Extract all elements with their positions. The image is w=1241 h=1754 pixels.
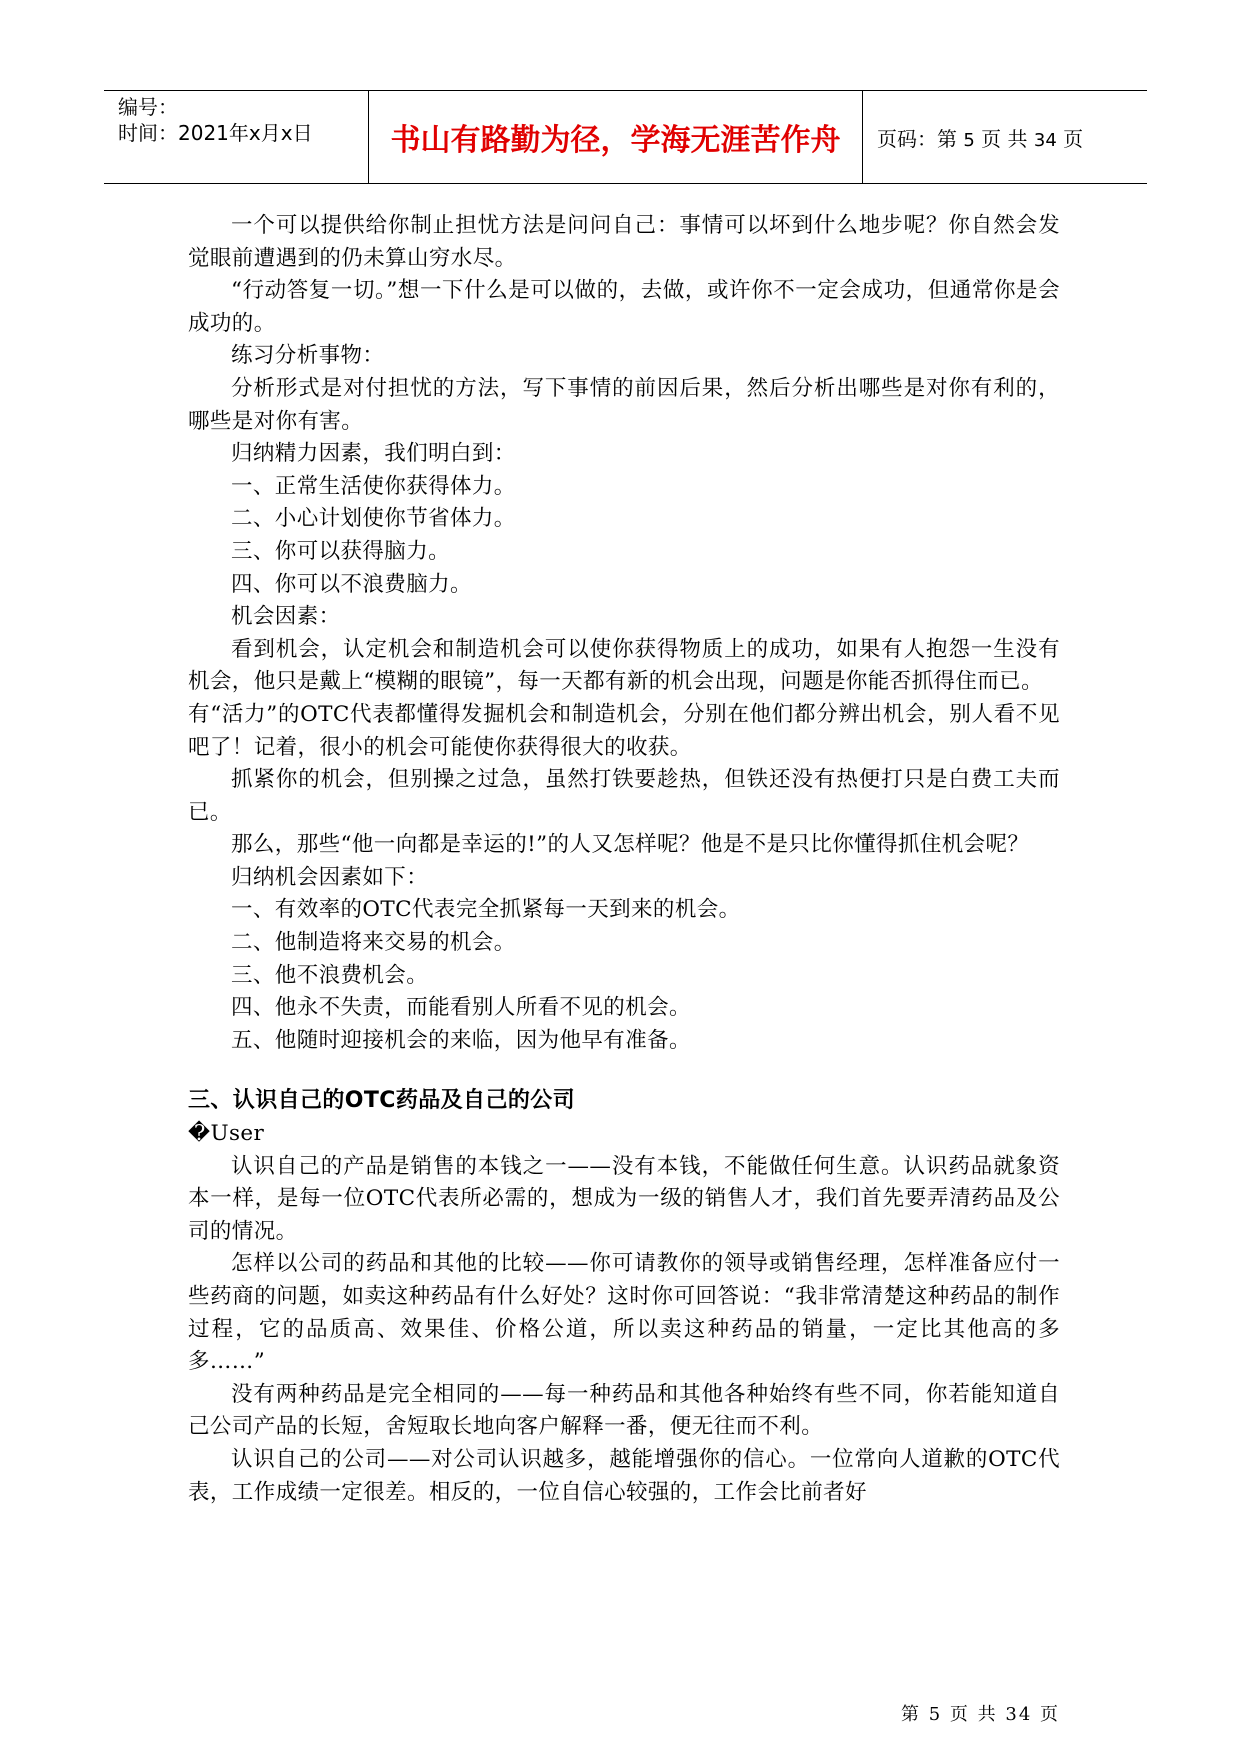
list-item: 二、他制造将来交易的机会。: [231, 930, 516, 956]
paragraph: 分析形式是对付担忧的方法，写下事情的前因后果，然后分析出哪些是对你有利的，哪些是对你有害。: [188, 375, 1060, 434]
list-item: 一、有效率的OTC代表完全抓紧每一天到来的机会。: [231, 897, 741, 923]
header-motto: 书山有路勤为径，学海无涯苦作舟: [390, 123, 841, 158]
page-suffix: 页: [1063, 126, 1084, 151]
list-item: 三、你可以获得脑力。: [231, 538, 451, 564]
paragraph: 那么，那些“他一向都是幸运的!”的人又怎样呢？他是不是只比你懂得抓住机会呢？: [231, 832, 1030, 858]
paragraph: 认识自己的公司——对公司认识越多，越能增强你的信心。一位常向人道歉的OTC代表，工作成绩一定很差。相反的，一位自信心较强的，工作会比前者好: [188, 1446, 1060, 1505]
document-body: [188, 210, 1060, 1509]
document-number-label: 编号：: [118, 95, 178, 119]
header-page-cell: [863, 91, 1147, 183]
paragraph: 归纳机会因素如下：: [231, 864, 429, 890]
document-time-label: 时间：2021年x月x日: [118, 121, 313, 145]
paragraph: �User: [188, 1121, 265, 1147]
paragraph: 认识自己的产品是销售的本钱之一——没有本钱，不能做任何生意。认识药品就象资本一样，是每一位OTC代表所必需的，想成为一级的销售人才，我们首先要弄清药品及公司的情况。: [188, 1153, 1060, 1244]
paragraph: “行动答复一切。”想一下什么是可以做的，去做，或许你不一定会成功，但通常你是会成功的。: [188, 278, 1060, 336]
paragraph: 没有两种药品是完全相同的——每一种药品和其他各种始终有些不同，你若能知道自己公司产品的长短，舍短取长地向客户解释一番，便无往而不利。: [188, 1381, 1060, 1440]
paragraph: 一个可以提供给你制止担忧方法是问问自己：事情可以坏到什么地步呢？你自然会发觉眼前遭遇到的仍未算山穷水尽。: [188, 213, 1060, 271]
header-motto-cell: [369, 91, 863, 183]
paragraph: 看到机会，认定机会和制造机会可以使你获得物质上的成功，如果有人抱怨一生没有机会，他只是戴上“模糊的眼镜”，每一天都有新的机会出现，问题是你能否抓得住而已。: [188, 636, 1060, 695]
paragraph: 机会因素：: [231, 604, 341, 630]
paragraph: 有“活力”的OTC代表都懂得发掘机会和制造机会，分别在他们都分辨出机会，别人看不见吧了！记着，很小的机会可能使你获得很大的收获。: [188, 701, 1060, 760]
list-item: 四、他永不失责，而能看别人所看不见的机会。: [231, 995, 691, 1021]
header-page-info: [877, 123, 1083, 152]
paragraph: 练习分析事物：: [231, 343, 385, 369]
header-left-cell: [104, 91, 369, 183]
page-mid: 页 共: [981, 126, 1028, 151]
paragraph: 抓紧你的机会，但别操之过急，虽然打铁要趁热，但铁还没有热便打只是白费工夫而已。: [188, 767, 1060, 825]
list-item: 五、他随时迎接机会的来临，因为他早有准备。: [231, 1027, 691, 1053]
paragraph: 归纳精力因素，我们明白到：: [231, 441, 516, 467]
section-heading: 三、认识自己的OTC药品及自己的公司: [188, 1088, 576, 1114]
page-header: [104, 90, 1147, 184]
page-total: 34: [1033, 129, 1057, 151]
page-current: 5: [963, 129, 975, 151]
list-item: 一、正常生活使你获得体力。: [231, 473, 516, 499]
list-item: 二、小心计划使你节省体力。: [231, 506, 516, 532]
list-item: 三、他不浪费机会。: [231, 962, 429, 988]
page-footer: 第 5 页 共 34 页: [901, 1704, 1060, 1725]
page-prefix: 页码：第: [877, 126, 957, 151]
list-item: 四、你可以不浪费脑力。: [231, 571, 472, 597]
paragraph: 怎样以公司的药品和其他的比较——你可请教你的领导或销售经理，怎样准备应付一些药商的问题，如卖这种药品有什么好处？这时你可回答说：“我非常清楚这种药品的制作过程，它的品质高、效果佳、价格公道，所以卖这种药品的销量，一定比其他高的多多……”: [188, 1251, 1060, 1375]
